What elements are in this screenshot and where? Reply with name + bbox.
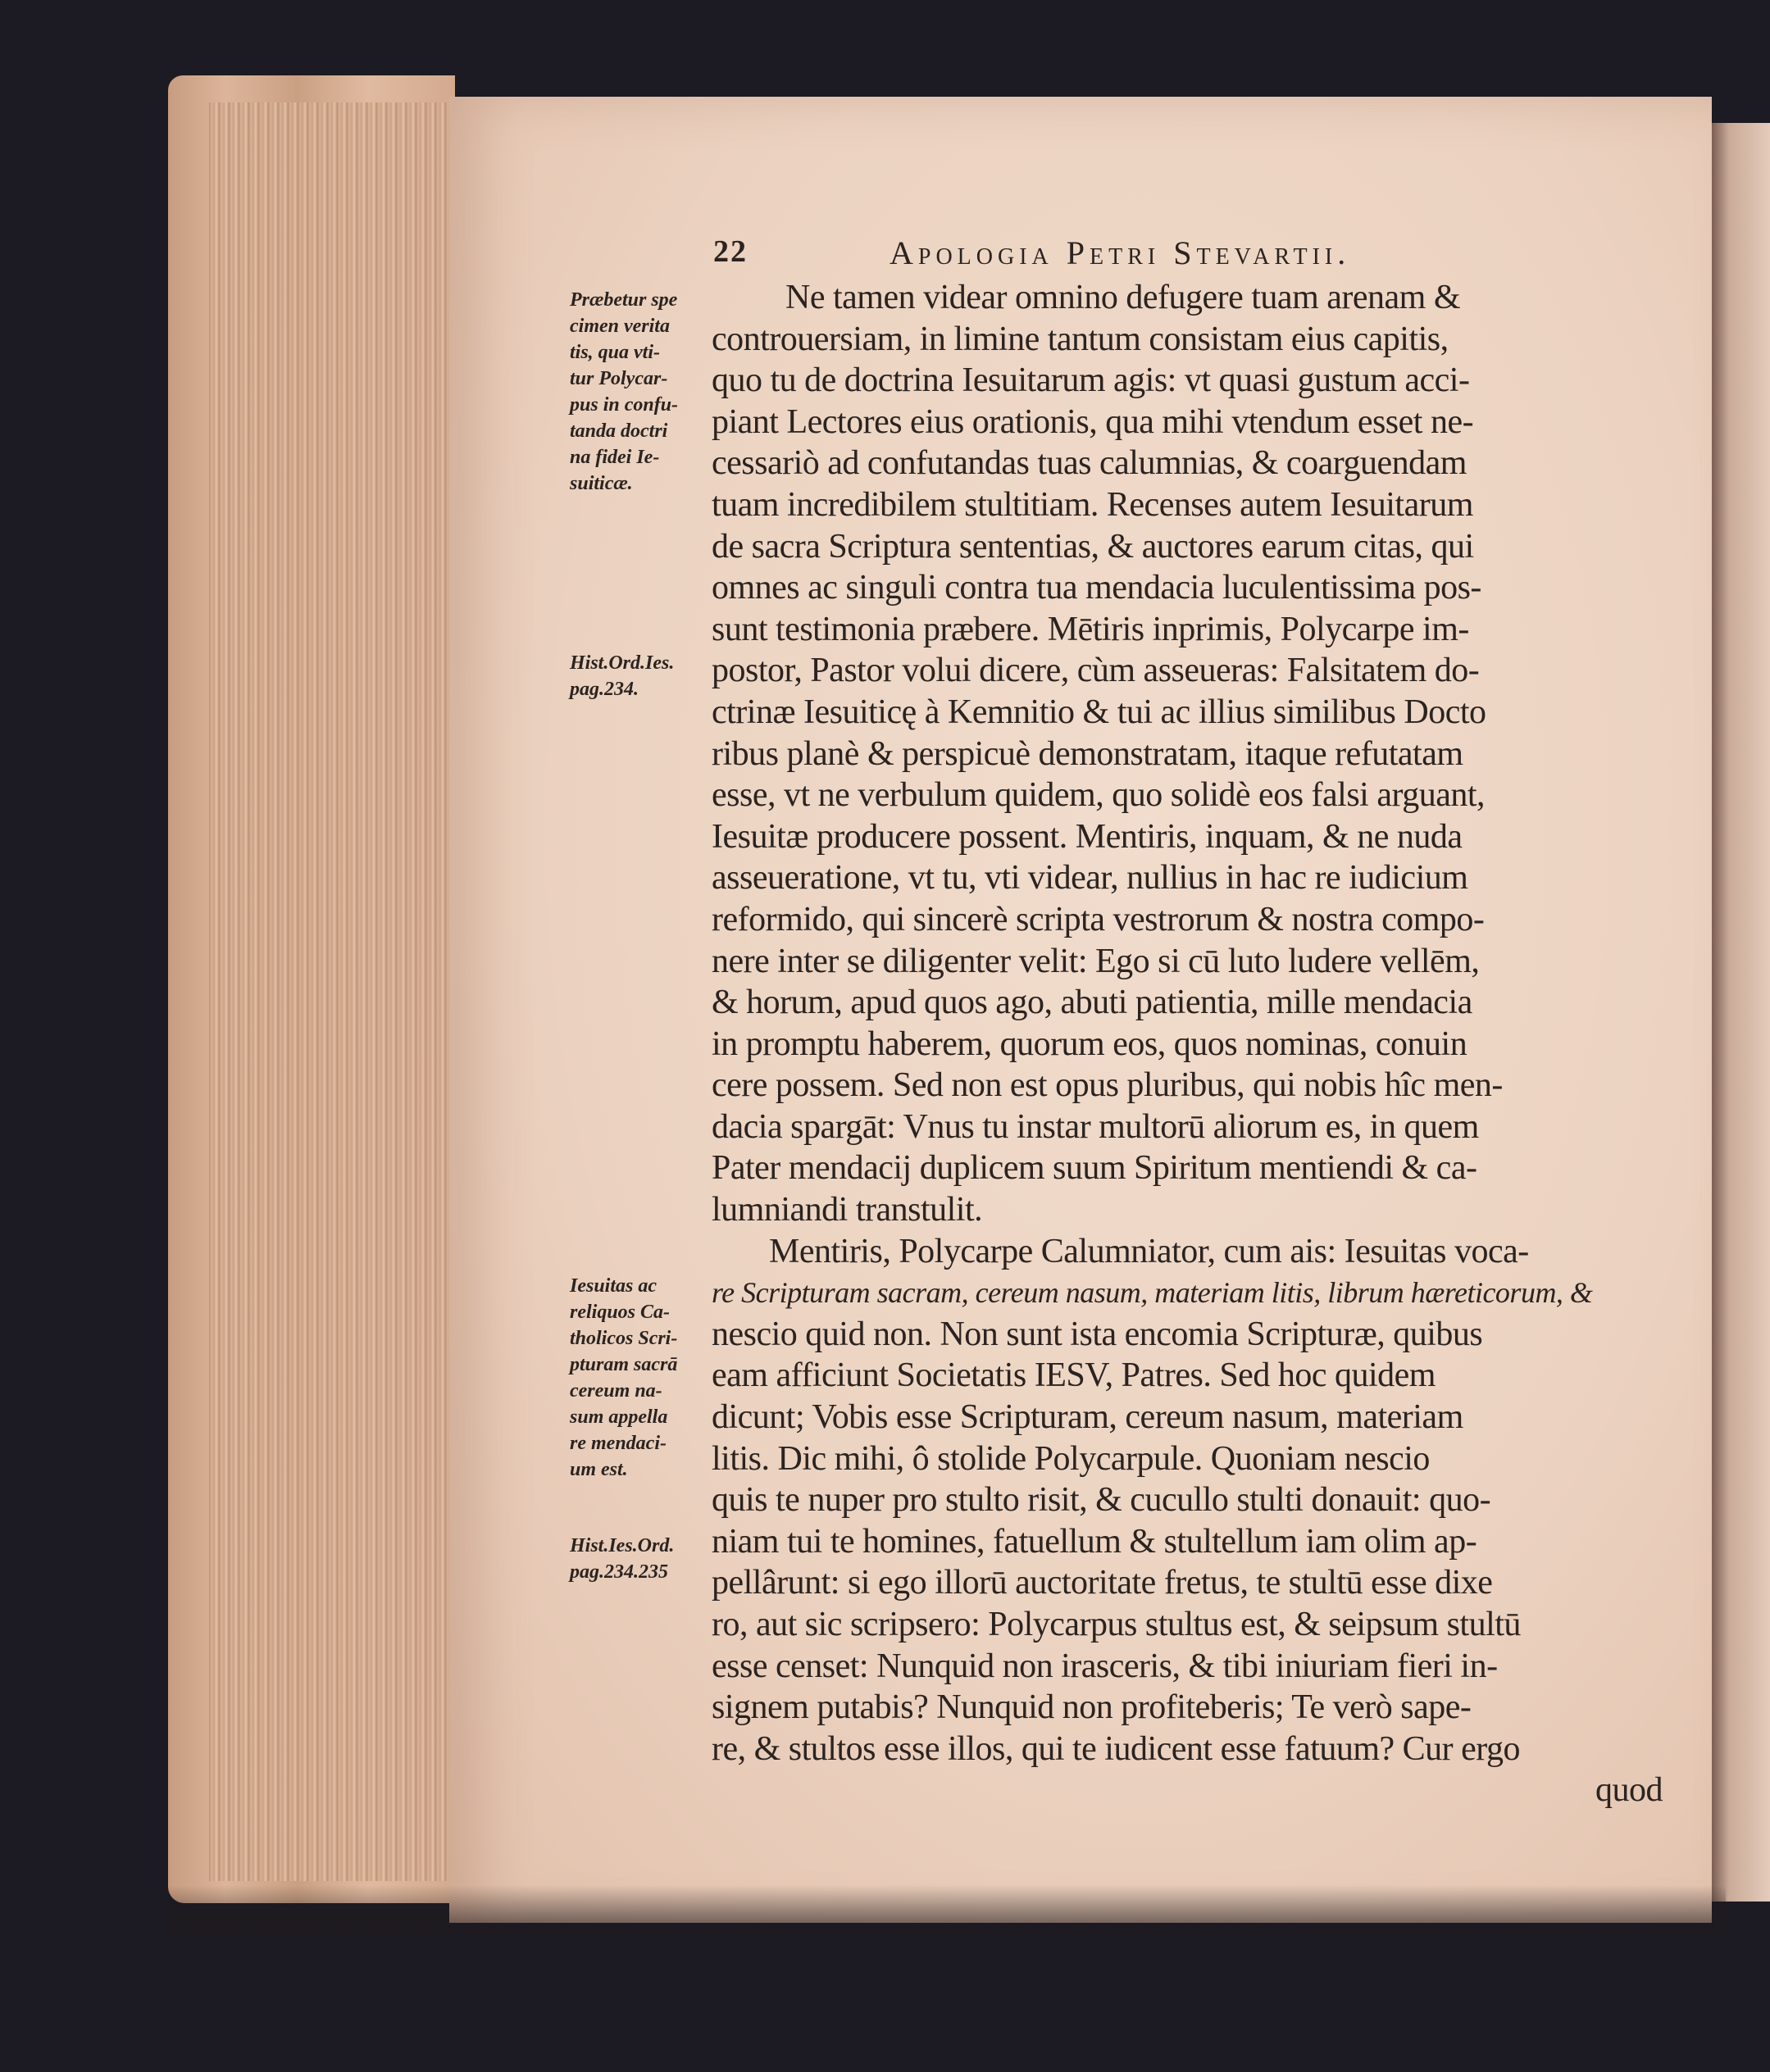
note-line: cereum na- xyxy=(570,1380,662,1402)
note-line: tis, qua vti- xyxy=(570,342,661,363)
note-line: tur Polycar- xyxy=(570,368,668,389)
note-line: suiticæ. xyxy=(570,473,633,494)
text-line: asseueratione, vt tu, vti videar, nullius in hac re iudicium xyxy=(712,859,1468,897)
note-line: um est. xyxy=(570,1459,628,1480)
text-line: ctrinæ Iesuiticę à Kemnitio & tui ac illius similibus Docto xyxy=(712,693,1486,731)
note-line: tanda doctri xyxy=(570,420,668,442)
note-line: Præbetur spe xyxy=(570,289,678,311)
text-line: niam tui te homines, fatuellum & stultellum iam olim ap- xyxy=(712,1522,1477,1561)
note-line: cimen verita xyxy=(570,316,670,337)
text-line: dicunt; Vobis esse Scripturam, cereum nasum, materiam xyxy=(712,1398,1463,1437)
text-line: & horum, apud quos ago, abuti patientia, mille mendacia xyxy=(712,984,1472,1022)
page-header xyxy=(713,234,1713,283)
text-line: Pater mendacij duplicem suum Spiritum mentiendi & ca- xyxy=(712,1149,1477,1188)
note-line: Iesuitas ac xyxy=(570,1275,657,1297)
page-edges xyxy=(209,102,455,1881)
facing-page-edge xyxy=(1712,123,1770,1902)
note-line: na fidei Ie- xyxy=(570,447,660,468)
note-line: pus in confu- xyxy=(570,394,679,416)
text-line: esse, vt ne verbulum quidem, quo solidè eos falsi arguant, xyxy=(712,776,1486,815)
margin-note xyxy=(570,1533,717,1585)
note-line: pag.234.235 xyxy=(570,1561,668,1583)
text-line: ribus planè & perspicuè demonstratam, itaque refutatam xyxy=(712,734,1463,773)
note-line: re mendaci- xyxy=(570,1433,667,1454)
text-line: litis. Dic mihi, ô stolide Polycarpule. Quoniam nescio xyxy=(712,1439,1430,1478)
text-line: cere possem. Sed non est opus pluribus, qui nobis hîc men- xyxy=(712,1066,1503,1105)
text-line: esse censet: Nunquid non irasceris, & tibi iniuriam fieri in- xyxy=(712,1647,1498,1685)
catchword: quod xyxy=(1595,1771,1663,1810)
text-line: Ne tamen videar omnino defugere tuam arenam & xyxy=(785,279,1460,316)
note-line: reliquos Ca- xyxy=(570,1302,671,1323)
text-line: ro, aut sic scripsero: Polycarpus stultus est, & seipsum stultū xyxy=(712,1606,1521,1643)
margin-note xyxy=(570,287,717,497)
text-line: signem putabis? Nunquid non profiteberis; Te verò sape- xyxy=(712,1688,1472,1727)
text-line: pellârunt: si ego illorū auctoritate fretus, te stultū esse dixe xyxy=(712,1564,1493,1602)
text-line: re, & stultos esse illos, qui te iudicent esse fatuum? Cur ergo xyxy=(712,1729,1521,1768)
text-line: sunt testimonia præbere. Mētiris inprimis, Polycarpe im- xyxy=(712,610,1469,648)
text-line: lumniandi transtulit. xyxy=(712,1191,983,1229)
text-line: cessariò ad confutandas tuas calumnias, & coarguendam xyxy=(712,444,1467,483)
text-line: controuersiam, in limine tantum consistam eius capitis, xyxy=(712,320,1449,358)
text-line: in promptu haberem, quorum eos, quos nominas, conuin xyxy=(712,1025,1467,1063)
note-line: sum appella xyxy=(570,1406,668,1428)
text-line: eam afficiunt Societatis IESV, Patres. Sed hoc quidem xyxy=(712,1356,1436,1395)
text-line: nescio quid non. Non sunt ista encomia Scripturæ, quibus xyxy=(712,1315,1483,1353)
text-line: quo tu de doctrina Iesuitarum agis: vt quasi gustum acci- xyxy=(712,361,1470,400)
note-line: tholicos Scri- xyxy=(570,1328,678,1349)
text-line: Mentiris, Polycarpe Calumniator, cum ais: Iesuitas voca- xyxy=(769,1232,1529,1270)
text-line: nere inter se diligenter velit: Ego si cū luto ludere vellēm, xyxy=(712,942,1480,980)
text-line: tuam incredibilem stultitiam. Recenses autem Iesuitarum xyxy=(712,485,1473,524)
page-number: 22 xyxy=(713,234,748,269)
margin-note xyxy=(570,1273,717,1483)
note-line: Hist.Ies.Ord. xyxy=(570,1535,675,1556)
text-line: reformido, qui sincerè scripta vestrorum & nostra compo- xyxy=(712,900,1485,938)
note-line: Hist.Ord.Ies. xyxy=(570,652,675,674)
text-line: dacia spargāt: Vnus tu instar multorū aliorum es, in quem xyxy=(712,1107,1479,1146)
shadow xyxy=(168,1885,1726,1934)
text-line: quis te nuper pro stulto risit, & cucullo stulti donauit: quo- xyxy=(712,1481,1491,1520)
note-line: pturam sacrā xyxy=(570,1354,678,1375)
note-line: pag.234. xyxy=(570,679,639,700)
text-line: de sacra Scriptura sententias, & auctores earum citas, qui xyxy=(712,527,1474,566)
running-title: Apologia Petri Stevartii. xyxy=(890,234,1351,271)
text-line: Iesuitæ producere possent. Mentiris, inquam, & ne nuda xyxy=(712,817,1463,856)
body-text xyxy=(712,277,1663,1811)
text-line: postor, Pastor volui dicere, cùm asseueras: Falsitatem do- xyxy=(712,652,1480,690)
margin-note xyxy=(570,650,717,702)
text-line: omnes ac singuli contra tua mendacia luculentissima pos- xyxy=(712,569,1481,607)
text-line: re Scripturam sacram, cereum nasum, materiam litis, librum hæreticorum, & xyxy=(712,1276,1593,1310)
text-line: piant Lectores eius orationis, qua mihi vtendum esset ne- xyxy=(712,402,1474,441)
